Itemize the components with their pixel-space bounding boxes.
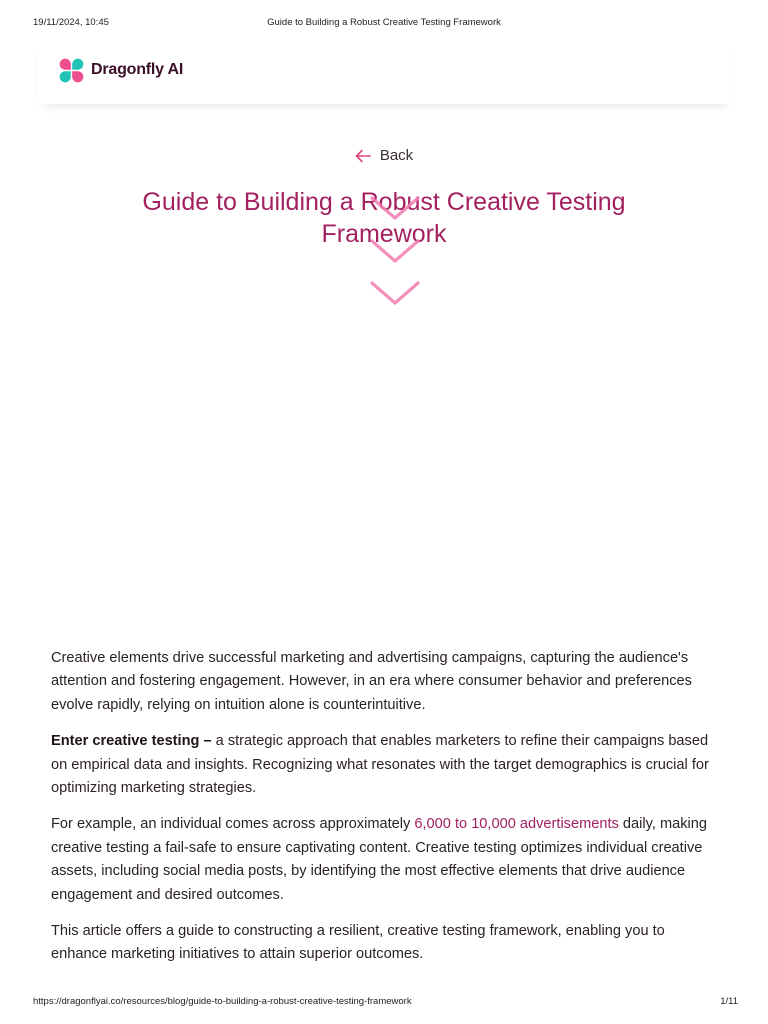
print-date: 19/11/2024, 10:45: [33, 17, 109, 28]
print-header: [0, 17, 768, 31]
back-link-row: [0, 147, 768, 164]
logo-text: Dragonfly AI: [91, 61, 184, 78]
chevron-down-icon[interactable]: [369, 195, 421, 307]
paragraph-text: a strategic approach that enables marketers to refine their campaigns based on empirical data and insights. Recognizing what resonates with the target demographics is crucial for optimizing marketing strategies.: [51, 733, 709, 797]
back-label: Back: [379, 147, 414, 164]
print-url: https://dragonflyai.co/resources/blog/guide-to-building-a-robust-creative-testing-framework: [33, 996, 412, 1007]
article-body: [51, 647, 719, 980]
paragraph-intro: Creative elements drive successful marketing and advertising campaigns, capturing the audience's attention and fostering engagement. However, in an era where consumer behavior and preferences evolve rapidly, relying on intuition alone is counterintuitive.: [51, 650, 692, 713]
paragraph-example: [51, 813, 719, 907]
arrow-left-icon: [355, 149, 371, 163]
paragraph-text: daily, making creative testing a fail-safe to ensure captivating content. Creative testing optimizes individual creative assets, including social media posts, by identifying the most effective elements that drive audience engagement and desired outcomes.: [51, 816, 707, 903]
advertisements-stat-link[interactable]: 6,000 to 10,000 advertisements: [414, 816, 619, 833]
paragraph-overview: This article offers a guide to constructing a resilient, creative testing framework, enabling you to enhance marketing initiatives to attain superior outcomes.: [51, 923, 665, 963]
paragraph-text: For example, an individual comes across approximately: [51, 816, 415, 833]
back-link[interactable]: [355, 147, 413, 164]
print-title: Guide to Building a Robust Creative Testing Framework: [267, 17, 501, 28]
dragonfly-logo-icon: [59, 58, 84, 83]
paragraph-lead-bold: Enter creative testing –: [51, 733, 212, 750]
paragraph-creative-testing: [51, 730, 719, 800]
print-page-number: 1/11: [720, 996, 738, 1007]
print-footer: [0, 996, 768, 1010]
site-header: [38, 40, 732, 104]
logo[interactable]: [59, 57, 183, 83]
page-title: Guide to Building a Robust Creative Testing Framework: [142, 188, 626, 248]
